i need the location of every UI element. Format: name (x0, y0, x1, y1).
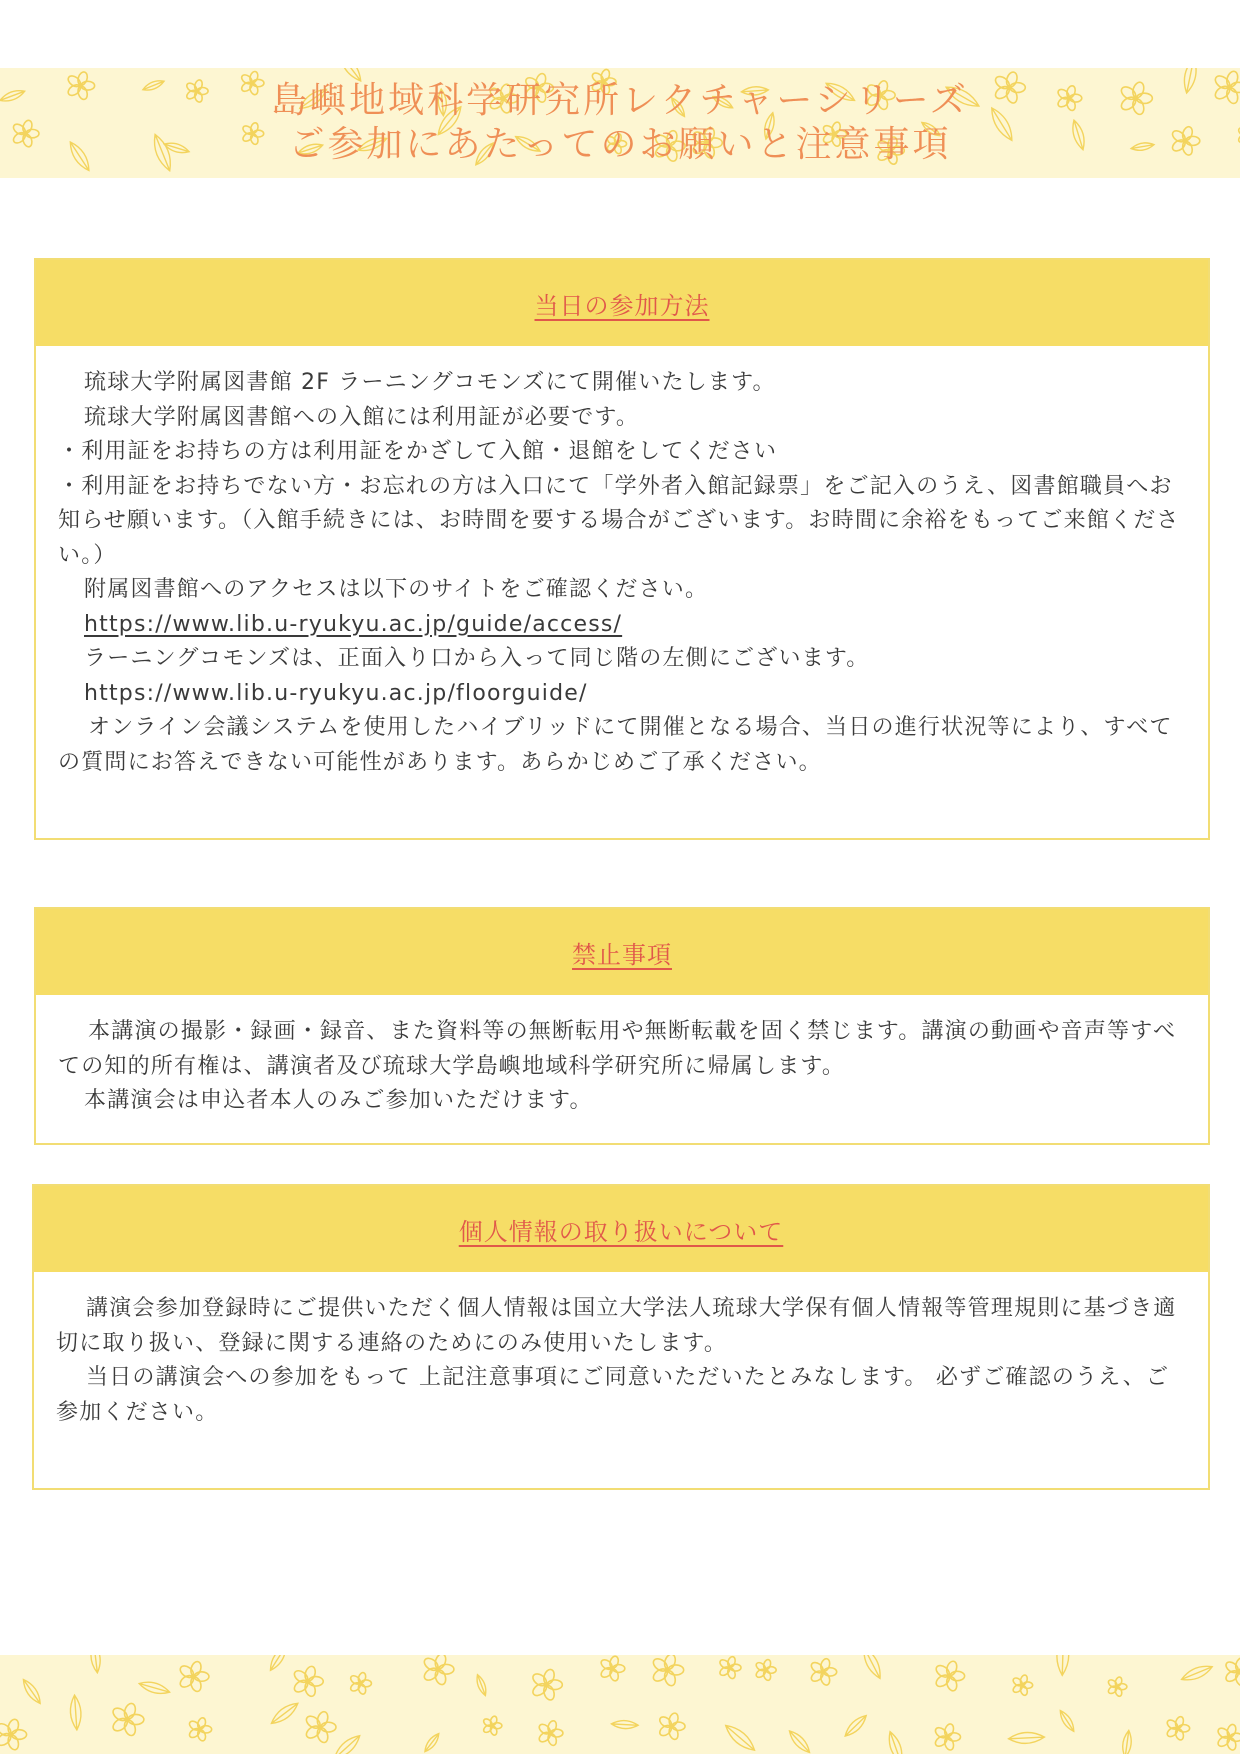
section-header (36, 909, 1208, 995)
leaf-ornament (270, 1655, 285, 1670)
paragraph: オンライン会議システムを使用したハイブリッドにて開催となる場合、当日の進行状況等により、すべての質問にお答えできない可能性があります。あらかじめご了承ください。 (58, 715, 1173, 775)
flower-ornament (349, 1672, 371, 1695)
section-header (36, 260, 1208, 346)
bullet-item: ・利用証をお持ちでない方・お忘れの方は入口にて「学外者入館記録票」をご記入のうえ、図書館職員へお知らせ願います。（入館手続きには、お時間を要する場合がございます。お時間に余裕をもってご来館ください。） (58, 473, 1180, 568)
flower-ornament (1166, 1716, 1190, 1741)
leaf-ornament (845, 1716, 866, 1736)
flower-ornament (1107, 1676, 1127, 1697)
leaf-ornament (864, 1655, 880, 1678)
flower-ornament (111, 1702, 144, 1737)
leaf-ornament (1060, 1711, 1073, 1732)
header-banner (0, 68, 1240, 178)
leaf-ornament (91, 1655, 100, 1673)
access-link[interactable]: https://www.lib.u-ryukyu.ac.jp/guide/access/ (84, 611, 623, 637)
flower-ornament (188, 1717, 212, 1742)
title-line-1: 島嶼地域科学研究所レクチャーシリーズ (271, 80, 969, 121)
flower-ornament (422, 1655, 454, 1686)
section-heading: 禁止事項 (572, 940, 672, 969)
floorguide-url: https://www.lib.u-ryukyu.ac.jp/floorguide/ (84, 680, 588, 706)
flower-ornament (292, 1665, 323, 1698)
flower-ornament (809, 1658, 836, 1687)
page-title (0, 68, 1240, 178)
section-header (34, 1186, 1208, 1272)
leaf-ornament (70, 1695, 81, 1730)
section-attendance (34, 258, 1210, 840)
leaf-ornament (611, 1721, 638, 1729)
leaf-ornament (726, 1725, 755, 1750)
section-body (34, 1272, 1208, 1430)
paragraph: 附属図書館へのアクセスは以下のサイトをご確認ください。 (84, 577, 709, 602)
paragraph: 講演会参加登録時にご提供いただく個人情報は国立大学法人琉球大学保有個人情報等管理規則に基づき適切に取り扱い、登録に関する連絡のためにのみ使用いたします。 (56, 1296, 1177, 1356)
leaf-ornament (477, 1675, 486, 1696)
section-heading: 個人情報の取り扱いについて (458, 1217, 784, 1246)
paragraph: 本講演会は申込者本人のみご参加いただけます。 (84, 1088, 593, 1113)
flower-ornament (651, 1655, 684, 1687)
leaf-ornament (1057, 1655, 1069, 1675)
floral-pattern-bottom (0, 1655, 1240, 1754)
flower-ornament (934, 1660, 965, 1692)
flower-ornament (658, 1712, 685, 1741)
paragraph: 琉球大学附属図書館 2F ラーニングコモンズにて開催いたします。 (84, 370, 776, 395)
paragraph: 当日の講演会への参加をもって 上記注意事項にご同意いただいたとみなします。 必ずご確認のうえ、ご参加ください。 (56, 1365, 1170, 1425)
flower-ornament (718, 1656, 741, 1680)
leaf-ornament (139, 1682, 169, 1693)
flower-ornament (755, 1659, 776, 1682)
leaf-ornament (1182, 1666, 1213, 1680)
flower-ornament (599, 1655, 624, 1682)
flower-ornament (1012, 1674, 1033, 1696)
leaf-ornament (334, 1736, 359, 1754)
section-heading: 当日の参加方法 (534, 291, 710, 320)
flower-ornament (0, 1718, 27, 1751)
section-body (36, 346, 1208, 780)
flower-ornament (531, 1668, 563, 1701)
leaf-ornament (889, 1732, 902, 1754)
paragraph: 琉球大学附属図書館への入館には利用証が必要です。 (84, 404, 640, 430)
leaf-ornament (1123, 1730, 1132, 1754)
leaf-ornament (271, 1703, 298, 1723)
leaf-ornament (425, 1734, 439, 1752)
section-body (36, 995, 1208, 1119)
leaf-ornament (789, 1731, 809, 1752)
flower-ornament (537, 1720, 562, 1747)
leaf-ornament (1008, 1733, 1044, 1744)
paragraph: ラーニングコモンズは、正面入り口から入って同じ階の左側にございます。 (84, 646, 870, 671)
flower-ornament (482, 1715, 502, 1736)
bullet-item: ・利用証をお持ちの方は利用証をかざして入館・退館をしてください (58, 439, 778, 464)
flower-ornament (1224, 1657, 1240, 1687)
flower-ornament (178, 1660, 209, 1692)
flower-ornament (1216, 1723, 1240, 1751)
leaf-ornament (23, 1679, 40, 1703)
section-prohibited (34, 907, 1210, 1145)
footer-banner (0, 1655, 1240, 1754)
paragraph: 本講演の撮影・録画・録音、また資料等の無断転用や無断転載を固く禁じます。講演の動画や音声等すべての知的所有権は、講演者及び琉球大学島嶼地域科学研究所に帰属します。 (58, 1019, 1177, 1079)
flower-ornament (304, 1710, 336, 1743)
flower-ornament (934, 1723, 961, 1751)
title-line-2: ご参加にあたってのお願いと注意事項 (288, 124, 952, 165)
section-privacy (32, 1184, 1210, 1490)
